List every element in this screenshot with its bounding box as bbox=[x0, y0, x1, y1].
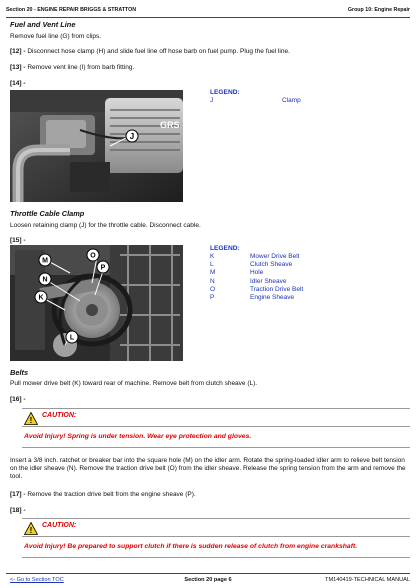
caution-1-bottom-rule bbox=[22, 447, 410, 448]
caution-1-title: CAUTION: bbox=[42, 412, 77, 419]
step-16-number: [16] - bbox=[10, 396, 26, 403]
section-title: Section 20 - ENGINE REPAIR BRIGGS & STRATTON bbox=[6, 7, 137, 13]
ratchet-instructions: Insert a 3/8 inch. ratchet or breaker bar into the square hole (M) on the idler arm. Rotate the spring-loaded idler arm to relieve belt tension on the idler sheave (N). Remove the traction drive belt (O) from the idler sheave. Release the spring tension from the arm and remove the tool. bbox=[10, 457, 406, 480]
throttle-text: Loosen retaining clamp (J) for the throttle cable. Disconnect cable. bbox=[10, 222, 201, 229]
callout-n: N bbox=[42, 276, 48, 284]
step-17 bbox=[10, 491, 196, 499]
group-title: Group 10: Engine Repair bbox=[347, 7, 410, 13]
callout-k: K bbox=[38, 294, 44, 302]
step-13-text: Remove vent line (I) from barb fitting. bbox=[25, 64, 135, 71]
legend-value: Mower Drive Belt bbox=[250, 253, 300, 260]
caution-1-top-rule bbox=[22, 408, 410, 409]
legend-key: O bbox=[210, 285, 216, 293]
warning-icon bbox=[24, 522, 38, 535]
caution-2-text: Avoid Injury! Be prepared to support clutch if there is sudden release of clutch from engine crankshaft. bbox=[24, 543, 358, 550]
callout-l: L bbox=[69, 334, 75, 342]
caution-2-bottom-rule bbox=[22, 557, 410, 558]
figure-15-photo bbox=[10, 245, 183, 361]
legend-value: Clamp bbox=[282, 97, 301, 104]
step-14-number: [14] - bbox=[10, 80, 26, 87]
legend-15-title: LEGEND: bbox=[210, 245, 240, 252]
svg-text:!: ! bbox=[29, 416, 33, 425]
legend-item bbox=[210, 278, 360, 286]
step-17-number: [17] - bbox=[10, 491, 26, 498]
caution-2-title: CAUTION: bbox=[42, 522, 77, 529]
figure-14-photo bbox=[10, 90, 183, 202]
legend-item bbox=[210, 286, 360, 294]
belts-heading: Belts bbox=[10, 368, 29, 377]
legend-key: P bbox=[210, 293, 215, 301]
legend-14-item bbox=[210, 97, 360, 105]
legend-key: M bbox=[210, 269, 216, 277]
step-12-number: [12] - bbox=[10, 48, 26, 55]
legend-key: L bbox=[210, 261, 214, 269]
legend-value: Hole bbox=[250, 269, 264, 277]
callout-m: M bbox=[42, 257, 48, 265]
legend-key: J bbox=[210, 97, 214, 104]
callout-p: P bbox=[100, 264, 106, 272]
legend-item bbox=[210, 261, 360, 269]
legend-item bbox=[210, 269, 360, 277]
section-toc-link[interactable]: <- Go to Section TOC bbox=[10, 577, 64, 583]
page-number: Section 20 page 6 bbox=[184, 577, 232, 583]
step-17-text: Remove the traction drive belt from the engine sheave (P). bbox=[25, 491, 196, 498]
step-13-number: [13] - bbox=[10, 64, 26, 71]
step-12 bbox=[10, 48, 290, 56]
svg-text:!: ! bbox=[29, 526, 33, 535]
step-15-number: [15] - bbox=[10, 237, 26, 244]
fuel-heading: Fuel and Vent Line bbox=[10, 20, 76, 29]
caution-2-mid-rule bbox=[22, 536, 410, 537]
legend-key: N bbox=[210, 277, 215, 285]
warning-icon bbox=[24, 412, 38, 425]
legend-item bbox=[210, 294, 360, 302]
manual-id: TM140419-TECHNICAL MANUAL bbox=[325, 577, 410, 583]
throttle-heading: Throttle Cable Clamp bbox=[10, 209, 85, 218]
legend-value: Idler Sheave bbox=[250, 277, 287, 285]
caution-1-mid-rule bbox=[22, 426, 410, 427]
caution-2-top-rule bbox=[22, 518, 410, 519]
caution-1-text: Avoid Injury! Spring is under tension. Wear eye protection and gloves. bbox=[24, 433, 252, 440]
legend-value: Engine Sheave bbox=[250, 293, 295, 301]
step-13 bbox=[10, 64, 134, 72]
legend-value: Traction Drive Belt bbox=[250, 285, 304, 293]
legend-14-title: LEGEND: bbox=[210, 89, 240, 96]
callout-o: O bbox=[90, 252, 96, 260]
page-header bbox=[6, 4, 410, 18]
page-footer bbox=[6, 573, 410, 586]
legend-item bbox=[210, 253, 360, 261]
legend-15-list bbox=[210, 253, 360, 302]
belts-text: Pull mower drive belt (K) toward rear of machine. Remove belt from clutch sheave (L). bbox=[10, 380, 258, 387]
callout-j: J bbox=[129, 132, 135, 141]
step-12-text: Disconnect hose clamp (H) and slide fuel line off hose barb on fuel pump. Plug the fuel line. bbox=[25, 48, 290, 55]
legend-value: Clutch Sheave bbox=[250, 261, 293, 269]
fuel-intro: Remove fuel line (G) from clips. bbox=[10, 33, 102, 40]
svg-text:GRS: GRS bbox=[160, 120, 180, 130]
legend-key: K bbox=[210, 253, 215, 260]
step-18-number: [18] - bbox=[10, 507, 26, 514]
